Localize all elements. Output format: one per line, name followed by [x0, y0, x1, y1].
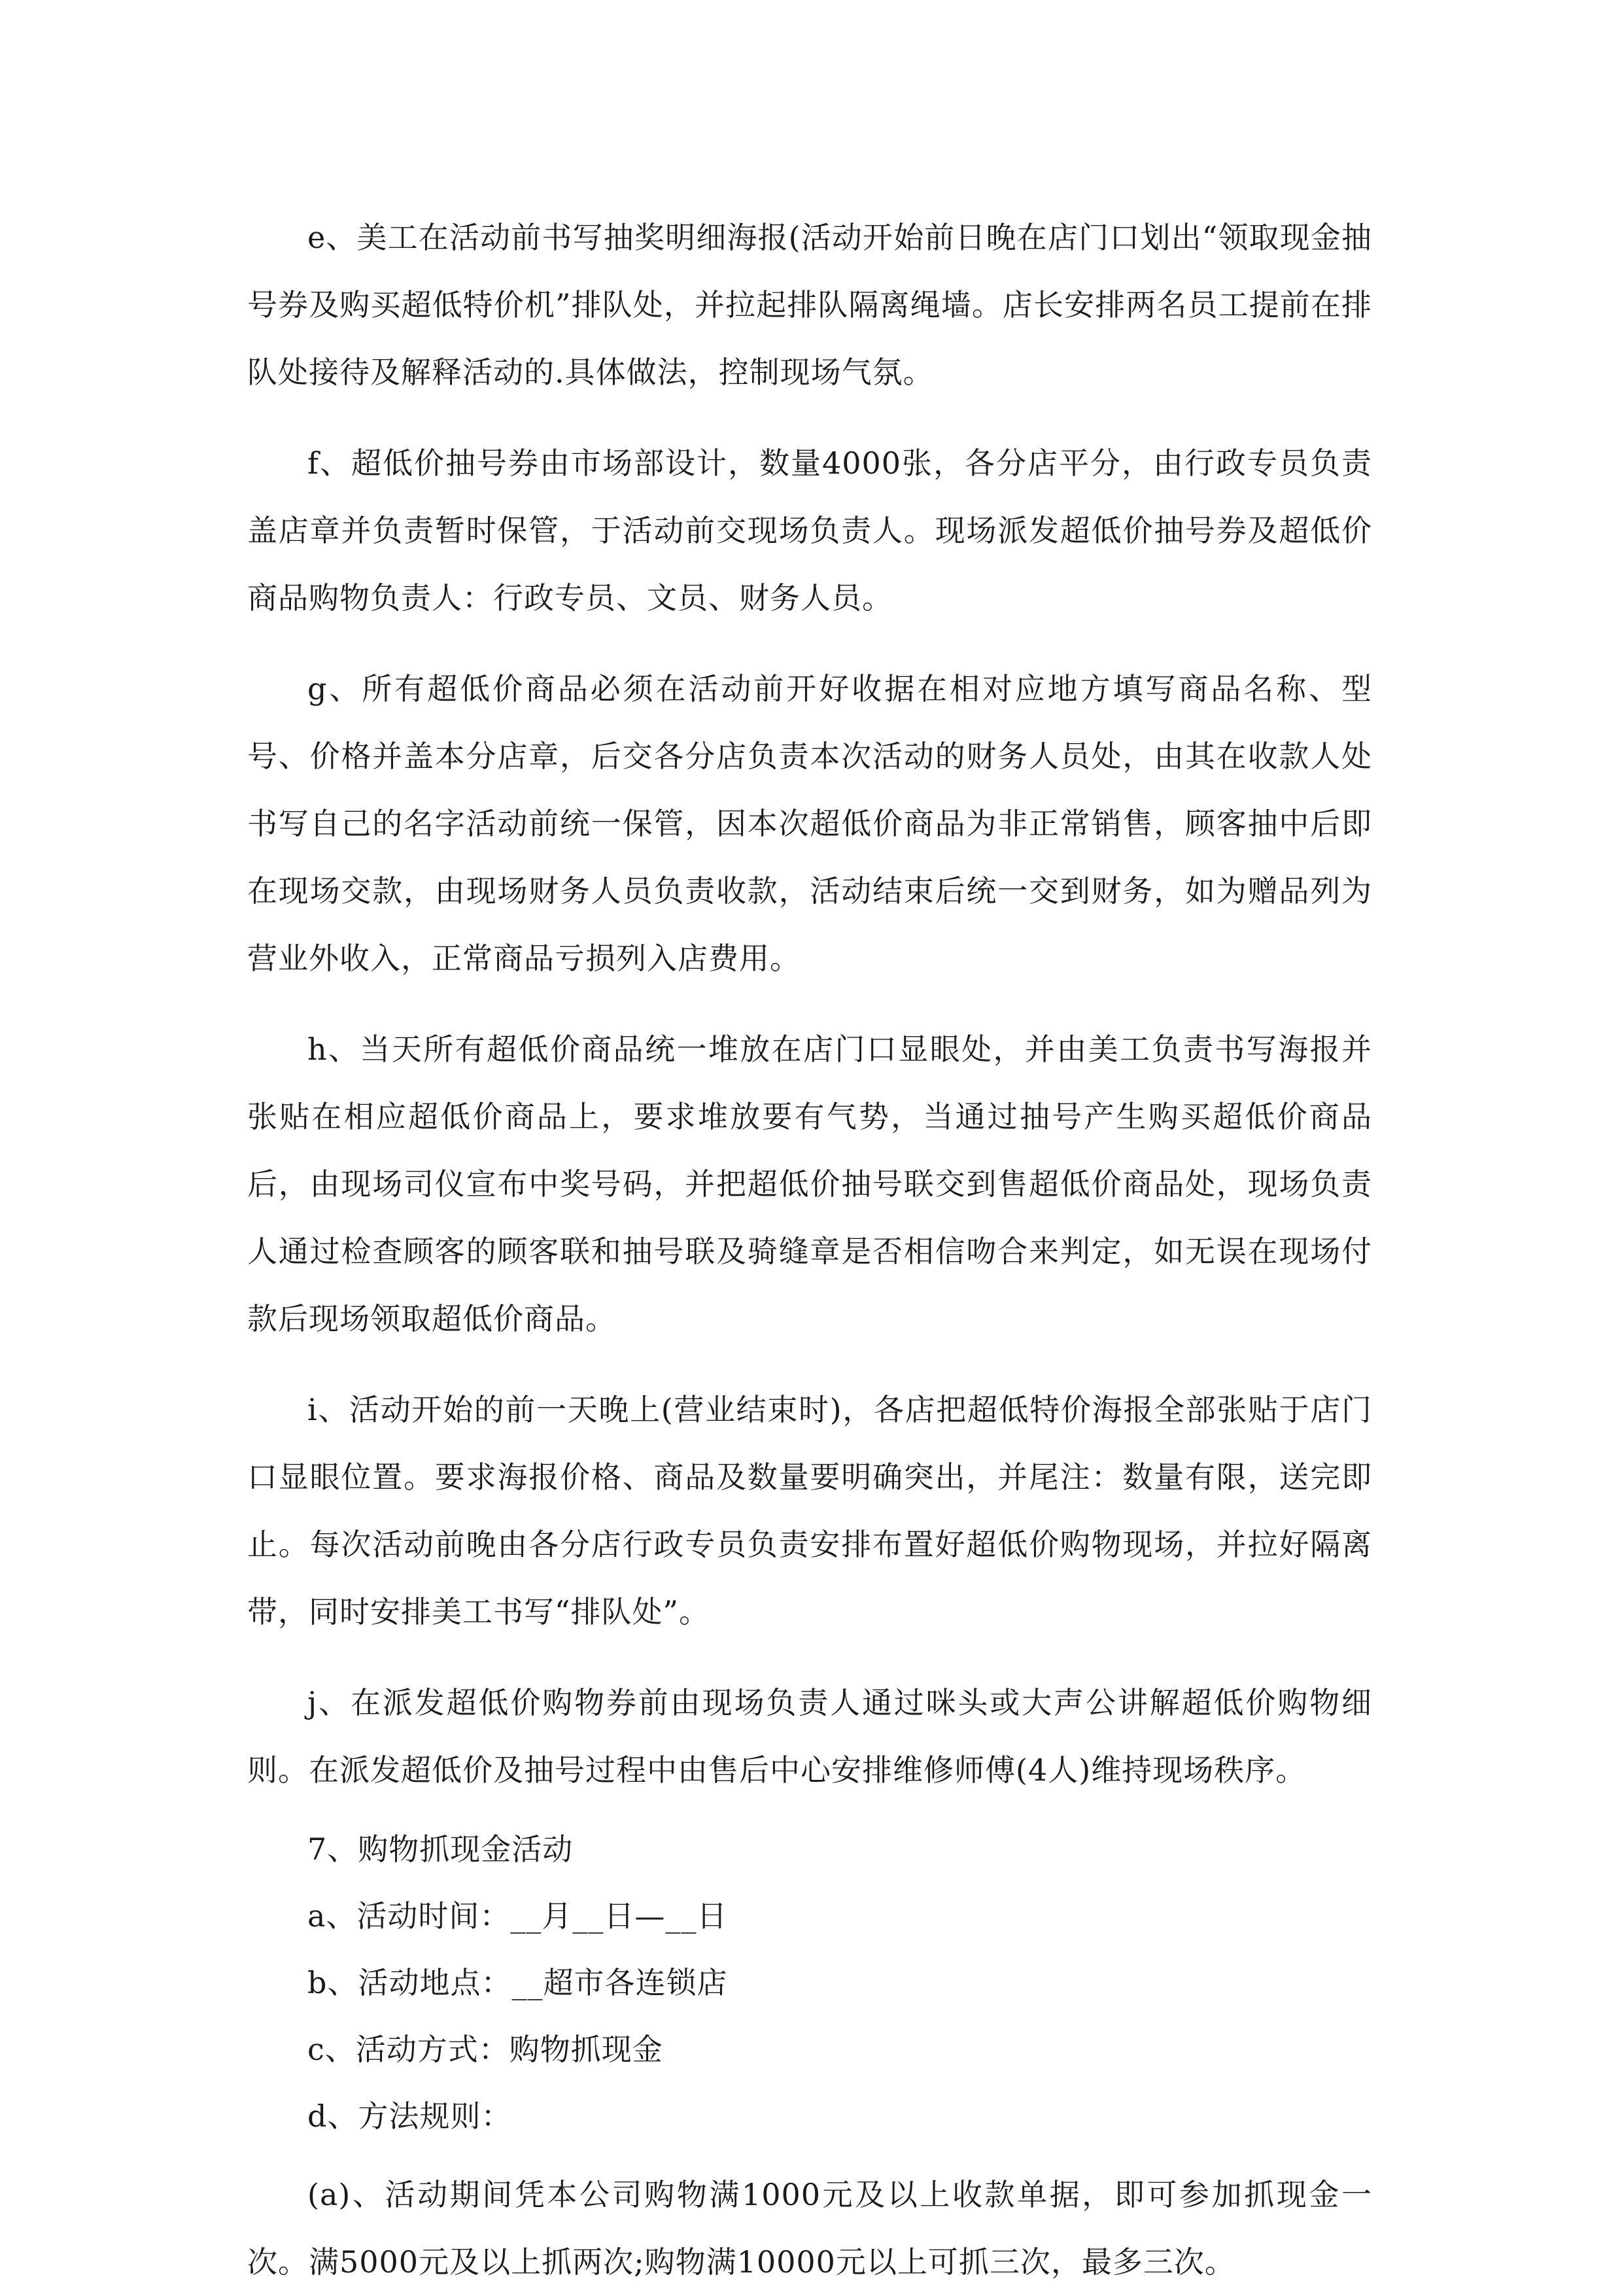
paragraph-i-posters: i、活动开始的前一天晚上(营业结束时)，各店把超低特价海报全部张贴于店门口显眼位置。要求海报价格、商品及数量要明确突出，并尾注：数量有限，送完即止。每次活动前晚由各分店行政专员负责安排布置好超低价购物现场，并拉好隔离带，同时安排美工书写“排队处”。	[247, 1392, 1372, 1629]
item-activity-method: c、活动方式：购物抓现金	[307, 2032, 663, 2067]
document-body	[247, 204, 1372, 2296]
paragraph-g-receipts: g、所有超低价商品必须在活动前开好收据在相对应地方填写商品名称、型号、价格并盖本分店章，后交各分店负责本次活动的财务人员处，由其在收款人处书写自己的名字活动前统一保管，因本次超低价商品为非正常销售，顾客抽中后即在现场交款，由现场财务人员负责收款，活动结束后统一交到财务，如为赠品列为营业外收入，正常商品亏损列入店费用。	[247, 671, 1372, 976]
section-heading-cash-grab: 7、购物抓现金活动	[307, 1832, 574, 1867]
rule-a-purchase-threshold: (a)、活动期间凭本公司购物满1000元及以上收款单据，即可参加抓现金一次。满5000元及以上抓两次;购物满10000元以上可抓三次，最多三次。	[247, 2177, 1372, 2280]
paragraph-f-coupons: f、超低价抽号券由市场部设计，数量4000张，各分店平分，由行政专员负责盖店章并负责暂时保管，于活动前交现场负责人。现场派发超低价抽号券及超低价商品购物负责人：行政专员、文员、财务人员。	[247, 445, 1372, 616]
paragraph-j-rules: j、在派发超低价购物券前由现场负责人通过咪头或大声公讲解超低价购物细则。在派发超低价及抽号过程中由售后中心安排维修师傅(4人)维持现场秩序。	[247, 1685, 1372, 1788]
paragraph-h-display: h、当天所有超低价商品统一堆放在店门口显眼处，并由美工负责书写海报并张贴在相应超低价商品上，要求堆放要有气势，当通过抽号产生购买超低价商品后，由现场司仪宣布中奖号码，并把超低价抽号联交到售超低价商品处，现场负责人通过检查顾客的顾客联和抽号联及骑缝章是否相信吻合来判定，如无误在现场付款后现场领取超低价商品。	[247, 1032, 1372, 1336]
item-activity-time: a、活动时间：__月__日—__日	[307, 1898, 728, 1934]
item-method-rules: d、方法规则：	[307, 2098, 512, 2134]
item-activity-location: b、活动地点：__超市各连锁店	[307, 1965, 728, 2000]
paragraph-e-poster: e、美工在活动前书写抽奖明细海报(活动开始前日晚在店门口划出“领取现金抽号券及购买超低特价机”排队处，并拉起排队隔离绳墙。店长安排两名员工提前在排队处接待及解释活动的.具体做法，控制现场气氛。	[247, 220, 1372, 390]
